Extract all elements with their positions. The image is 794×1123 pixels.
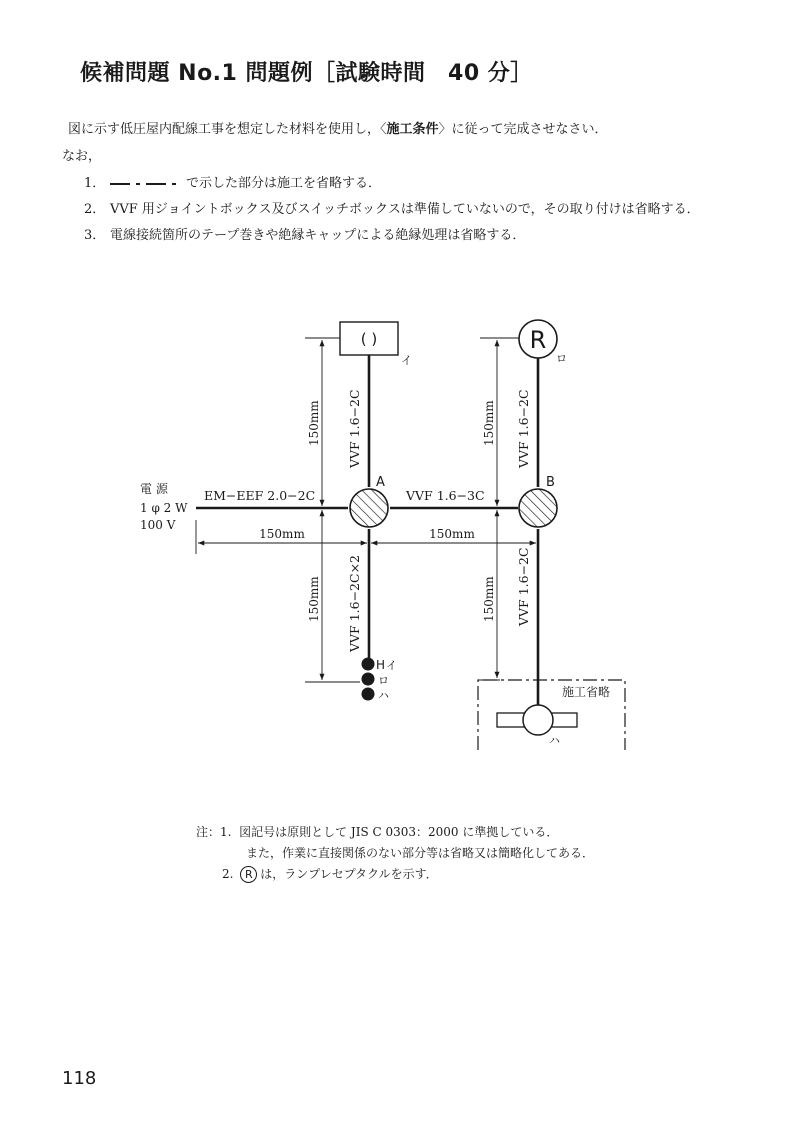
cable-ab-label: VVF 1.6−3C xyxy=(406,488,485,503)
junction-a-label: A xyxy=(376,475,385,490)
note-2-text: は，ランプレセプタクルを示す． xyxy=(260,867,438,881)
nao-text: なお， xyxy=(62,149,102,164)
page-title: 候補問題 No.1 問題例［試験時間 40 分］ xyxy=(80,61,533,86)
fluorescent-lamp xyxy=(523,705,553,735)
switch-ro-label: ロ xyxy=(378,674,389,687)
note-1-text: 図記号は原則として JIS C 0303：2000 に準拠している． xyxy=(239,825,559,839)
lamp-receptacle-symbol: R xyxy=(529,326,547,354)
switch-ro-dot xyxy=(362,673,375,686)
switch-ha-dot xyxy=(362,688,375,701)
power-label-3: 100 V xyxy=(140,518,176,532)
note-2-num: 2. xyxy=(222,867,234,881)
intro-suffix: 〉に従って完成させなさい． xyxy=(438,122,608,137)
cable-a-up-label: VVF 1.6−2C xyxy=(347,389,362,468)
power-label-2: 1 φ 2 W xyxy=(140,501,188,515)
item-number: 3． xyxy=(84,228,106,243)
cable-a-down-label: VVF 1.6−2C×2 xyxy=(347,555,362,652)
cable-b-down-label: VVF 1.6−2C xyxy=(516,547,531,626)
omitted-label: 施工省略 xyxy=(562,685,611,699)
ceiling-fixture-label: イ xyxy=(401,354,412,367)
junction-b-label: B xyxy=(546,475,555,490)
switch-i-dot xyxy=(362,658,375,671)
item-text: 電線接続箇所のテープ巻きや絶縁キャップによる絶縁処理は省略する． xyxy=(110,228,526,243)
page-number: 118 xyxy=(62,1068,97,1089)
item-number: 1． xyxy=(84,176,106,191)
lamp-receptacle-label: ロ xyxy=(556,352,567,365)
note-1-prefix: 注：1. xyxy=(196,825,232,839)
dim-a-down-label: 150mm xyxy=(307,576,321,622)
ceiling-fixture-symbol: ( ) xyxy=(360,330,378,348)
dim-b-up-label: 150mm xyxy=(482,400,496,446)
item-number: 2． xyxy=(84,202,106,217)
intro-prefix: 図に示す低圧屋内配線工事を想定した材料を使用し，〈 xyxy=(68,122,387,137)
power-label-1: 電 源 xyxy=(140,482,168,496)
cable-b-up-label: VVF 1.6−2C xyxy=(516,389,531,468)
item-text: で示した部分は施工を省略する． xyxy=(186,176,382,191)
dim-b-down-label: 150mm xyxy=(482,576,496,622)
dim-right-h-label: 150mm xyxy=(429,527,475,541)
junction-box-b xyxy=(519,489,557,527)
item-text: VVF 用ジョイントボックス及びスイッチボックスは準備していないので，その取り付けは省略する． xyxy=(110,202,700,217)
switch-ha-label: ハ xyxy=(378,689,389,702)
dim-a-up-label: 150mm xyxy=(307,400,321,446)
junction-box-a xyxy=(350,489,388,527)
note-1-line-2: また，作業に直接関係のない部分等は省略又は簡略化してある． xyxy=(246,846,595,860)
note-1-line-1 xyxy=(196,822,594,843)
switch-i-label: イ xyxy=(386,659,397,672)
construction-conditions: 施工条件 xyxy=(386,122,439,137)
switch-h-label: H xyxy=(376,658,386,672)
receptacle-r-icon: R xyxy=(240,866,257,883)
notes xyxy=(196,822,594,885)
fluorescent-label: ハ xyxy=(549,734,560,747)
dim-left-h-label: 150mm xyxy=(259,527,305,541)
note-2 xyxy=(196,864,594,885)
cable-main-label: EM−EEF 2.0−2C xyxy=(204,488,316,503)
